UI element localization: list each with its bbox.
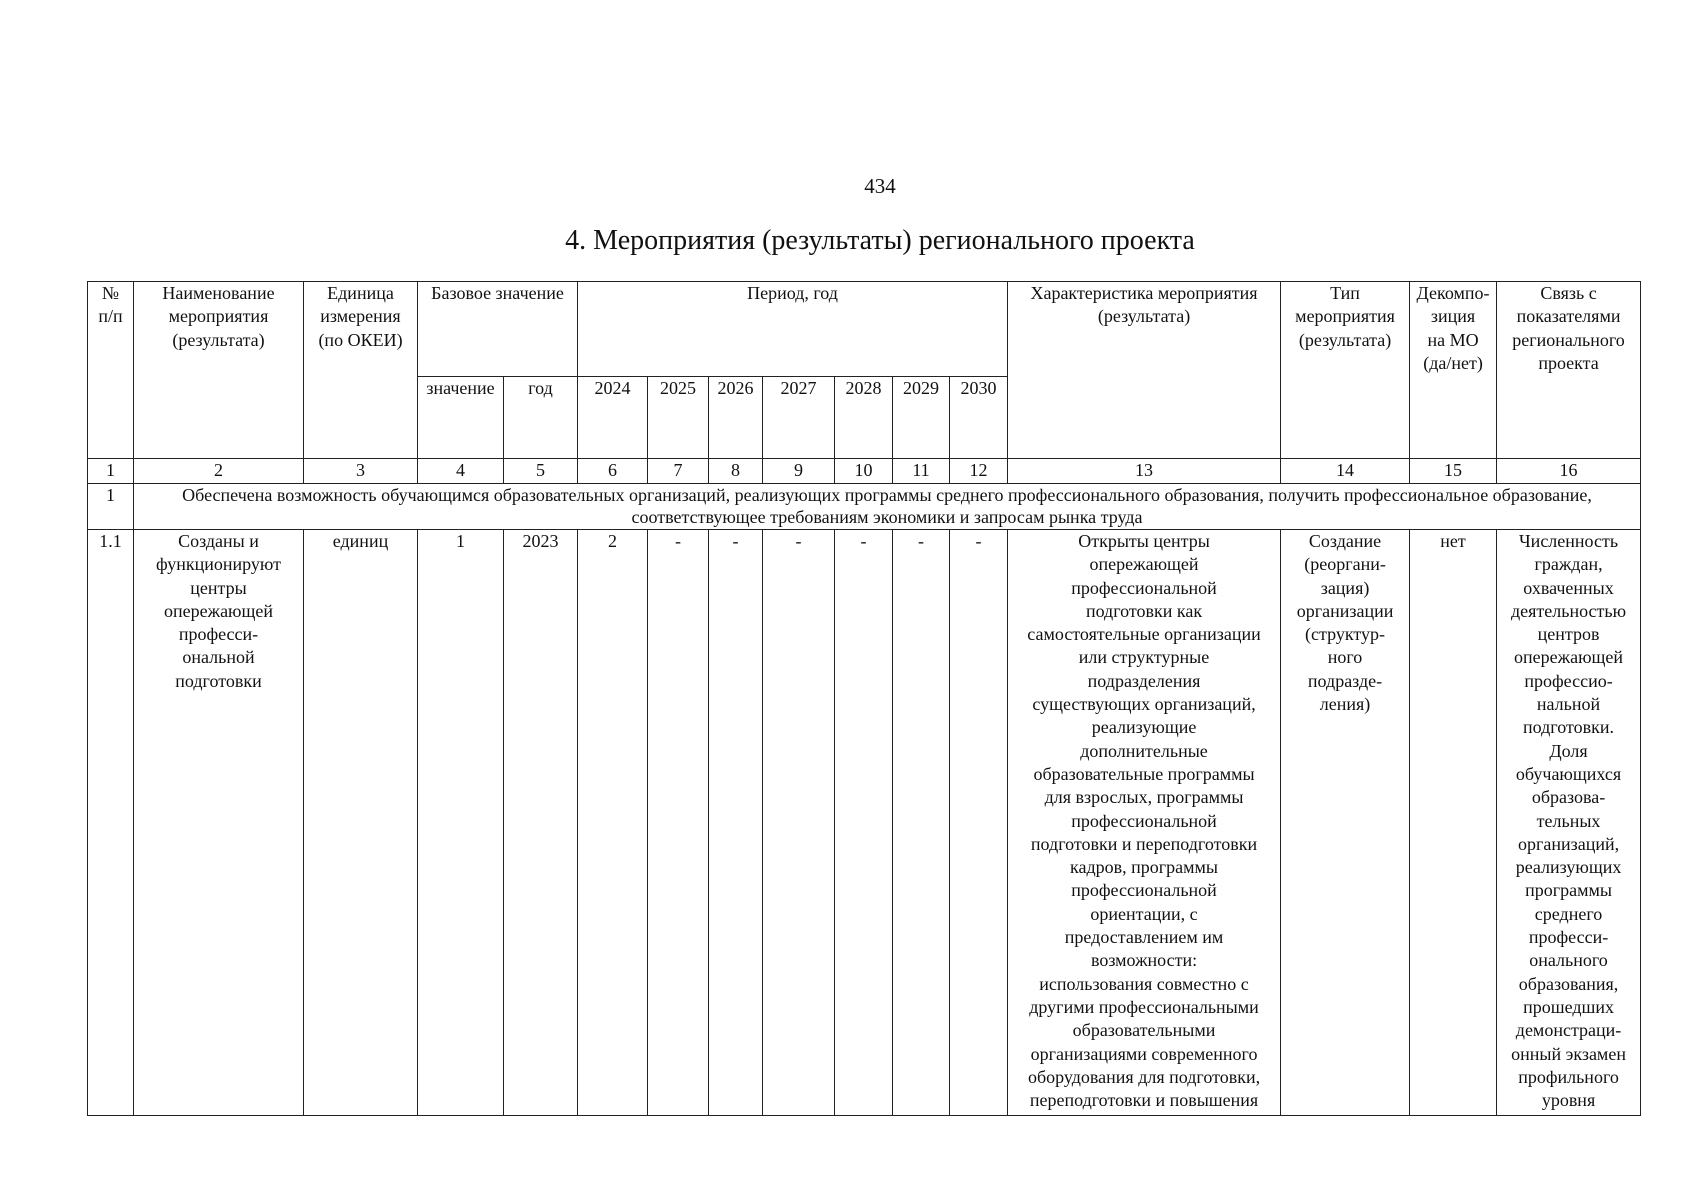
- column-number: 8: [709, 459, 763, 484]
- characteristic-text: Открыты центры опережающей профессиональной подготовки как самостоятельные организации или структурные подразделения существующих организаций, реализующие дополнительные образовательные программы для взрослых, программы профессиональной подготовки и переподготовки кадров, программы профессиональной ориентации, с предоставлением им возможности: использования совместно с другими профессиональными образовательными организациями современного оборудования для подготовки, переподготовки и повышения: [1008, 530, 1281, 1116]
- base-value: 1: [418, 530, 504, 1116]
- activity-type: Создание (реоргани- зация) организации (структур- ного подразде- ления): [1281, 530, 1410, 1116]
- value-2024: 2: [578, 530, 648, 1116]
- value-2027: -: [763, 530, 835, 1116]
- indicator-link: Численность граждан, охваченных деятельностью центров опережающей профессио- нальной подготовки. Доля обучающихся образова- тельных организаций, реализующих программы среднего професси- онального образования, прошедших демонстраци- онный экзамен профильного уровня: [1497, 530, 1641, 1116]
- header-base-value: Базовое значение: [418, 282, 578, 377]
- value-2028: -: [835, 530, 893, 1116]
- header-year-2026: 2026: [709, 377, 763, 459]
- section-number: 1: [88, 484, 134, 530]
- header-year-2030: 2030: [950, 377, 1008, 459]
- header-row-1: [88, 282, 1641, 377]
- column-number: 12: [950, 459, 1008, 484]
- decomposition-value: нет: [1410, 530, 1497, 1116]
- header-value: значение: [418, 377, 504, 459]
- column-number: 4: [418, 459, 504, 484]
- column-number: 11: [893, 459, 950, 484]
- header-year-2024: 2024: [578, 377, 648, 459]
- header-characteristic: Характеристика мероприятия (результата): [1008, 282, 1281, 459]
- section-row: [88, 484, 1641, 530]
- column-number: 5: [504, 459, 578, 484]
- value-2029: -: [893, 530, 950, 1116]
- header-year-2028: 2028: [835, 377, 893, 459]
- column-numbers-row: [88, 459, 1641, 484]
- value-2026: -: [709, 530, 763, 1116]
- row-number: 1.1: [88, 530, 134, 1116]
- header-decomposition: Декомпо- зиция на МО (да/нет): [1410, 282, 1497, 459]
- unit-value: единиц: [304, 530, 418, 1116]
- activity-name: Созданы и функционируют центры опережающей професси- ональной подготовки: [134, 530, 304, 1116]
- column-number: 9: [763, 459, 835, 484]
- header-num: № п/п: [88, 282, 134, 459]
- column-number: 7: [648, 459, 709, 484]
- column-number: 1: [88, 459, 134, 484]
- column-number: 15: [1410, 459, 1497, 484]
- column-number: 10: [835, 459, 893, 484]
- column-number: 16: [1497, 459, 1641, 484]
- activities-table: [87, 281, 1641, 1116]
- column-number: 2: [134, 459, 304, 484]
- section-text: Обеспечена возможность обучающимся образовательных организаций, реализующих программы среднего профессионального образования, получить профессиональное образование, соответствующее требованиям экономики и запросам рынка труда: [134, 484, 1641, 530]
- header-name: Наименование мероприятия (результата): [134, 282, 304, 459]
- column-number: 14: [1281, 459, 1410, 484]
- page-number: 434: [864, 174, 896, 198]
- column-number: 13: [1008, 459, 1281, 484]
- value-2030: -: [950, 530, 1008, 1116]
- value-2025: -: [648, 530, 709, 1116]
- column-number: 3: [304, 459, 418, 484]
- header-year-2027: 2027: [763, 377, 835, 459]
- header-year-2025: 2025: [648, 377, 709, 459]
- table-row: [88, 530, 1641, 1116]
- page-title: 4. Мероприятия (результаты) регионального проекта: [565, 225, 1195, 256]
- header-period: Период, год: [578, 282, 1008, 377]
- header-year-2029: 2029: [893, 377, 950, 459]
- header-link: Связь с показателями регионального проекта: [1497, 282, 1641, 459]
- header-year: год: [504, 377, 578, 459]
- base-year: 2023: [504, 530, 578, 1116]
- header-unit: Единица измерения (по ОКЕИ): [304, 282, 418, 459]
- header-type: Тип мероприятия (результата): [1281, 282, 1410, 459]
- column-number: 6: [578, 459, 648, 484]
